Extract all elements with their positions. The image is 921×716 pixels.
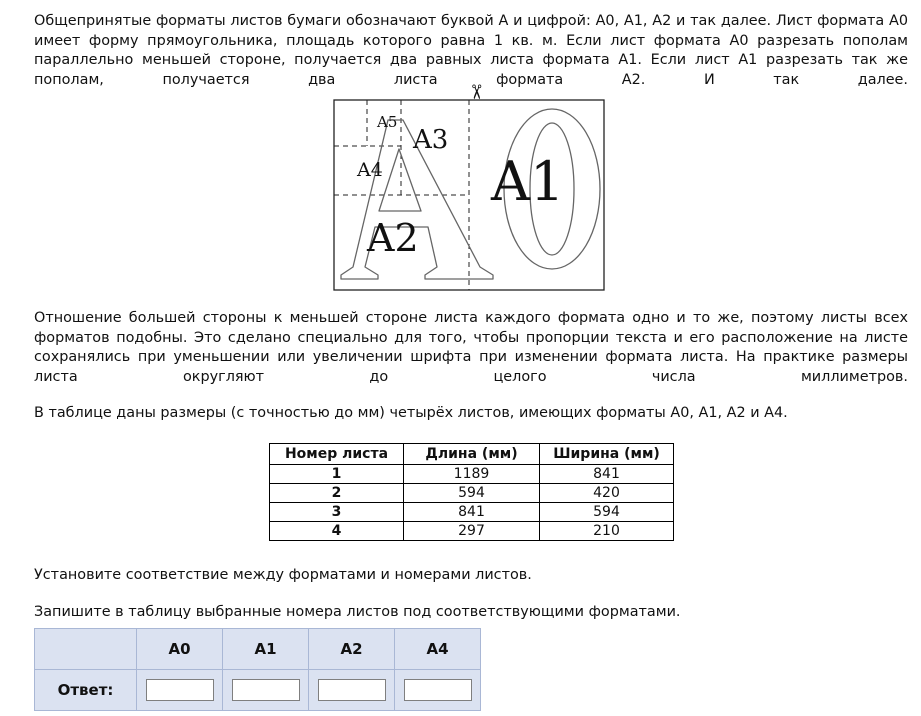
sheet-width: 210 [540, 522, 674, 541]
label-a2: A2 [367, 216, 419, 260]
answer-corner-cell [35, 629, 137, 670]
answer-cell-a1 [223, 670, 309, 711]
answer-header-row [35, 629, 481, 670]
label-a4: A4 [357, 159, 383, 181]
answer-input-a4[interactable] [404, 679, 472, 701]
sheet-width: 420 [540, 484, 674, 503]
answer-header-a0: А0 [137, 629, 223, 670]
sheet-number: 2 [270, 484, 404, 503]
answer-input-a1[interactable] [232, 679, 300, 701]
header-width: Ширина (мм) [540, 444, 674, 465]
intro-paragraph: Общепринятые форматы листов бумаги обозначают буквой А и цифрой: А0, А1, А2 и так далее. Лист формата А0 имеет форму прямоугольника, площадь которого равна 1 кв. м. Если лист формата А0 разрезать пополам параллельно меньшей стороне, получается два равных листа формата А1. Если лист А1 разрезать так же пополам, получается два листа формата А2. И так далее. [34, 13, 908, 89]
answer-cell-a0 [137, 670, 223, 711]
answer-header-a1: А1 [223, 629, 309, 670]
answer-input-row [35, 670, 481, 711]
paper-formats-figure [333, 99, 605, 291]
task-text: Установите соответствие между форматами и номерами листов. [34, 567, 532, 583]
answer-row-label: Ответ: [35, 670, 137, 711]
sizes-table [269, 443, 674, 541]
sheet-number: 1 [270, 465, 404, 484]
answer-input-a0[interactable] [146, 679, 214, 701]
table-row [270, 484, 674, 503]
sheet-number: 3 [270, 503, 404, 522]
answer-cell-a4 [395, 670, 481, 711]
instruction-text: Запишите в таблицу выбранные номера листов под соответствующими форматами. [34, 604, 681, 620]
similarity-paragraph: Отношение большей стороны к меньшей стороне листа каждого формата одно и то же, поэтому листы всех форматов подобны. Это сделано специально для того, чтобы пропорции текста и его расположение на листе сохранялись при уменьшении или увеличении шрифта при изменении формата листа. На практике размеры листа округляют до целого числа миллиметров. [34, 310, 908, 386]
table-intro-text: В таблице даны размеры (с точностью до мм) четырёх листов, имеющих форматы А0, А1, А2 и А4. [34, 405, 788, 421]
sheet-length: 1189 [404, 465, 540, 484]
table-row [270, 503, 674, 522]
label-a3: A3 [413, 125, 449, 155]
sizes-table-header-row [270, 444, 674, 465]
table-row [270, 465, 674, 484]
label-a1: A1 [491, 150, 565, 213]
header-length: Длина (мм) [404, 444, 540, 465]
answer-table [34, 628, 481, 711]
sheet-length: 297 [404, 522, 540, 541]
label-a5: A5 [377, 113, 398, 131]
answer-input-a2[interactable] [318, 679, 386, 701]
sheet-length: 841 [404, 503, 540, 522]
sheet-number: 4 [270, 522, 404, 541]
scissors-icon: ✂ [464, 83, 489, 101]
sheet-width: 841 [540, 465, 674, 484]
sheet-length: 594 [404, 484, 540, 503]
answer-header-a4: А4 [395, 629, 481, 670]
answer-header-a2: А2 [309, 629, 395, 670]
sheet-width: 594 [540, 503, 674, 522]
answer-cell-a2 [309, 670, 395, 711]
table-row [270, 522, 674, 541]
header-sheet-number: Номер листа [270, 444, 404, 465]
